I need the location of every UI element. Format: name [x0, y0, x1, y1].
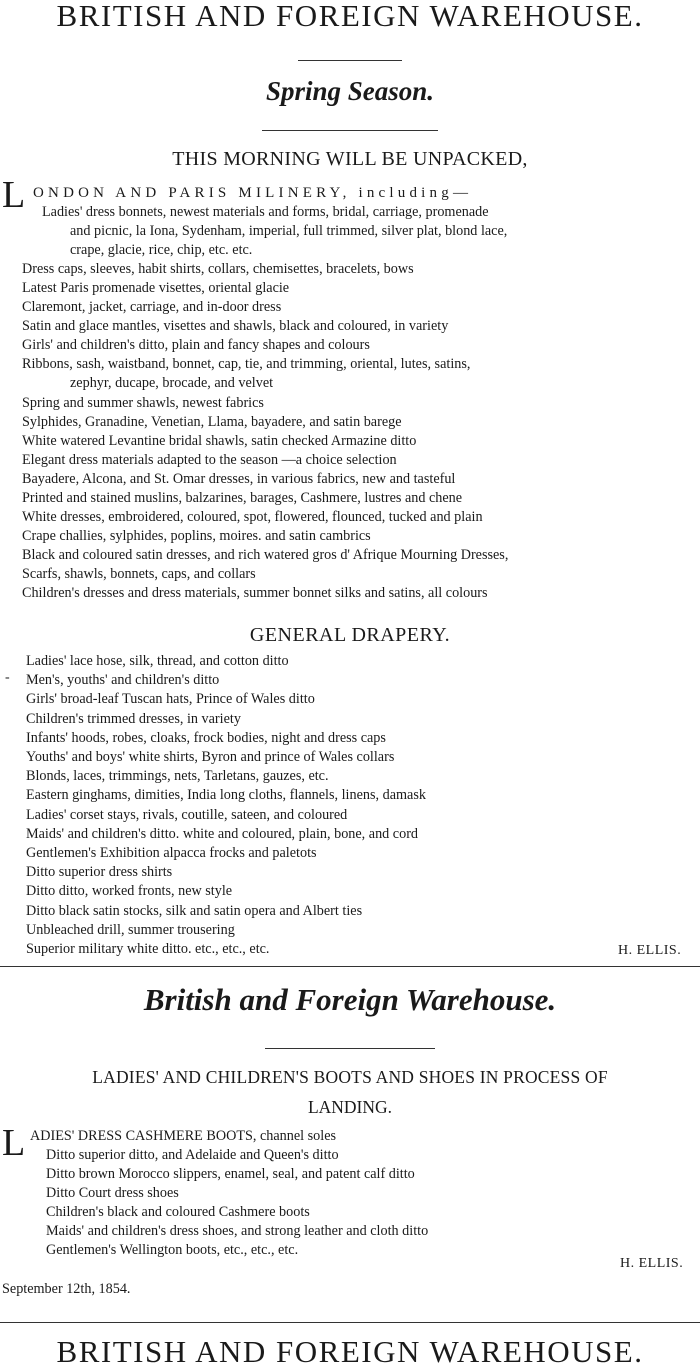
boots-intro: ADIES' DRESS CASHMERE BOOTS, channel soles: [30, 1128, 337, 1144]
list-item: Eastern ginghams, dimities, India long cloths, flannels, linens, damask: [26, 787, 426, 804]
list-item: zephyr, ducape, brocade, and velvet: [70, 375, 274, 392]
list-item: Youths' and boys' white shirts, Byron and prince of Wales collars: [26, 749, 395, 765]
british-foreign-warehouse-title: British and Foreign Warehouse.: [143, 982, 557, 1017]
list-item: White dresses, embroidered, coloured, spot, flowered, flounced, tucked and plain: [22, 508, 483, 525]
list-item: Bayadere, Alcona, and St. Omar dresses, in various fabrics, new and tasteful: [22, 470, 456, 487]
unpacked-heading: THIS MORNING WILL BE UNPACKED,: [172, 148, 528, 170]
column-rule: [0, 1322, 700, 1323]
list-item: White watered Levantine bridal shawls, satin checked Armazine ditto: [22, 432, 417, 449]
list-item: Blonds, laces, trimmings, nets, Tarletans, gauzes, etc.: [26, 768, 329, 785]
signature-h-ellis: H. ELLIS.: [620, 1256, 684, 1271]
list-item: Black and coloured satin dresses, and rich watered gros d' Afrique Mourning Dresses,: [22, 546, 509, 563]
divider-rule: [265, 1048, 435, 1049]
list-item: Ribbons, sash, waistband, bonnet, cap, tie, and trimming, oriental, lutes, satins,: [22, 356, 471, 373]
list-item: Children's trimmed dresses, in variety: [26, 710, 241, 727]
list-item: Ladies' dress bonnets, newest materials and forms, bridal, carriage, promenade: [42, 204, 489, 220]
divider-rule: [262, 130, 438, 131]
general-drapery-heading: GENERAL DRAPERY.: [249, 624, 451, 646]
list-item: Ladies' corset stays, rivals, coutille, sateen, and coloured: [26, 806, 348, 823]
list-item: Latest Paris promenade visettes, oriental glacie: [22, 280, 290, 297]
list-item: Satin and glace mantles, visettes and shawls, black and coloured, in variety: [22, 318, 449, 335]
list-item: Sylphides, Granadine, Venetian, Llama, bayadere, and satin barege: [22, 413, 402, 430]
warehouse-banner-bottom: BRITISH AND FOREIGN WAREHOUSE.: [56, 1334, 644, 1369]
millinery-intro: ONDON AND PARIS MILINERY, including—: [33, 185, 473, 201]
list-item: Children's dresses and dress materials, summer bonnet silks and satins, all colours: [22, 585, 488, 601]
margin-dash: -: [5, 670, 10, 685]
boots-heading-line1: LADIES' AND CHILDREN'S BOOTS AND SHOES IN PROCESS OF: [92, 1067, 608, 1087]
list-item: Ditto superior ditto, and Adelaide and Queen's ditto: [46, 1147, 339, 1163]
list-item: Gentlemen's Wellington boots, etc., etc., etc.: [46, 1242, 299, 1258]
list-item: and picnic, la Iona, Sydenham, imperial, full trimmed, silver plat, blond lace,: [70, 223, 508, 240]
list-item: Ladies' lace hose, silk, thread, and cotton ditto: [26, 653, 289, 669]
list-item: Children's black and coloured Cashmere boots: [46, 1204, 310, 1220]
boots-heading-line2: LANDING.: [307, 1097, 393, 1117]
publication-date: September 12th, 1854.: [2, 1281, 131, 1297]
column-rule: [0, 966, 700, 967]
list-item: Ditto black satin stocks, silk and satin opera and Albert ties: [26, 902, 363, 919]
signature-h-ellis: H. ELLIS.: [618, 943, 682, 958]
list-item: Ditto superior dress shirts: [26, 864, 173, 881]
list-item: Superior military white ditto. etc., etc., etc.: [26, 941, 270, 957]
list-item: Dress caps, sleeves, habit shirts, collars, chemisettes, bracelets, bows: [22, 261, 414, 278]
list-item: Ditto Court dress shoes: [46, 1185, 179, 1201]
list-item: Claremont, jacket, carriage, and in-door dress: [22, 299, 282, 316]
list-item: Girls' broad-leaf Tuscan hats, Prince of Wales ditto: [26, 691, 315, 708]
list-item: Gentlemen's Exhibition alpacca frocks and paletots: [26, 845, 317, 861]
list-item: Unbleached drill, summer trousering: [26, 921, 235, 938]
list-item: Maids' and children's dress shoes, and strong leather and cloth ditto: [46, 1223, 429, 1239]
list-item: crape, glacie, rice, chip, etc. etc.: [70, 242, 253, 259]
list-item: Ditto ditto, worked fronts, new style: [26, 883, 233, 900]
warehouse-banner-top: BRITISH AND FOREIGN WAREHOUSE.: [56, 0, 644, 33]
divider-rule: [298, 60, 402, 61]
list-item: Girls' and children's ditto, plain and fancy shapes and colours: [22, 337, 370, 354]
list-item: Elegant dress materials adapted to the season —a choice selection: [22, 451, 397, 468]
list-item: Men's, youths' and children's ditto: [26, 672, 220, 689]
list-item: Infants' hoods, robes, cloaks, frock bodies, night and dress caps: [26, 729, 386, 746]
list-item: Printed and stained muslins, balzarines, barages, Cashmere, lustres and chene: [22, 489, 463, 506]
drop-cap-l: L: [2, 174, 26, 216]
drop-cap-l: L: [2, 1122, 26, 1164]
spring-season-title: Spring Season.: [265, 76, 435, 106]
list-item: Scarfs, shawls, bonnets, caps, and collars: [22, 565, 256, 582]
list-item: Spring and summer shawls, newest fabrics: [22, 394, 264, 411]
list-item: Crape challies, sylphides, poplins, moires. and satin cambrics: [22, 527, 371, 544]
list-item: Maids' and children's ditto. white and coloured, plain, bone, and cord: [26, 825, 419, 842]
list-item: Ditto brown Morocco slippers, enamel, seal, and patent calf ditto: [46, 1166, 415, 1182]
